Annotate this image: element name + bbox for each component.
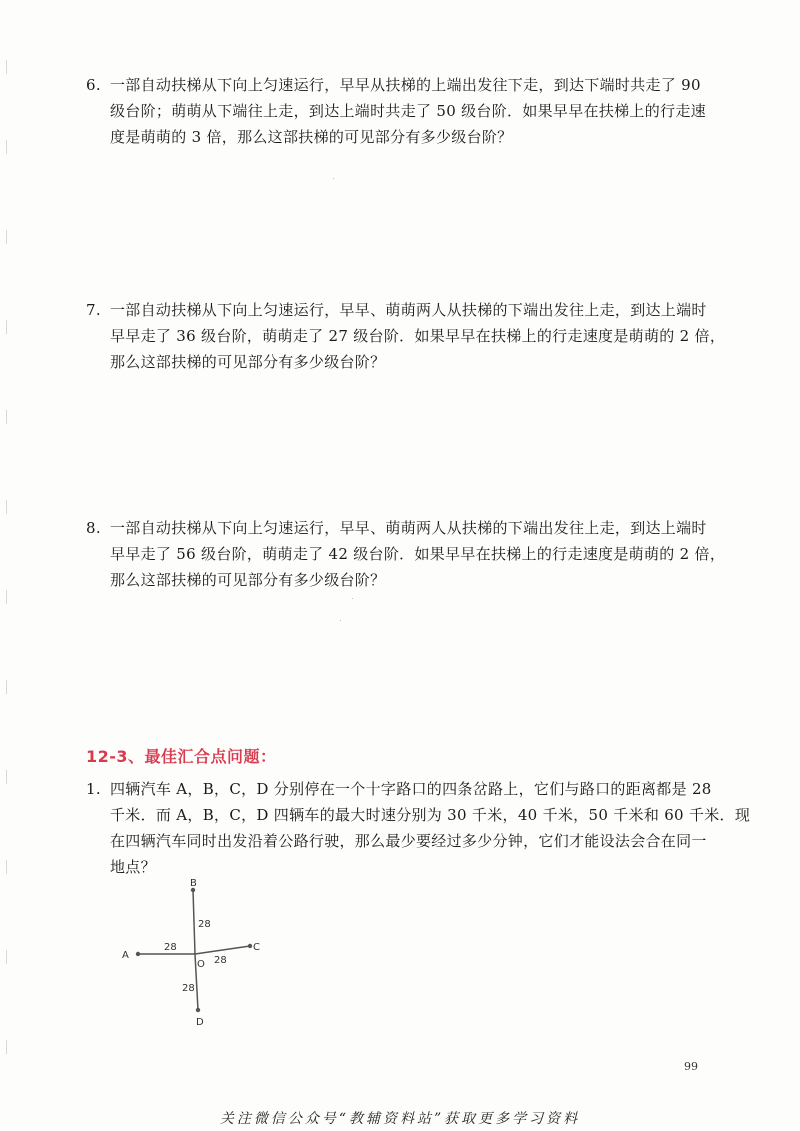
label-d: D [196,1017,204,1028]
problem-7 [86,297,726,375]
problem-text: 一部自动扶梯从下向上匀速运行，早早从扶梯的上端出发往下走，到达下端时共走了 90 [110,76,701,94]
point-a-dot [136,952,140,956]
crossroad-diagram [110,870,280,1030]
point-c-dot [248,944,252,948]
left-scan-edge [4,0,14,1131]
problem-line: 在四辆汽车同时出发沿着公路行驶，那么最少要经过多少分钟，它们才能设法会合在同一 [110,832,707,850]
distance-od: 28 [182,983,195,994]
distance-oc: 28 [214,955,227,966]
section-title: 12-3、最佳汇合点问题： [86,747,277,766]
road-ob [193,890,195,954]
footer-notice: 关注微信公众号“教辅资料站”获取更多学习资料 [219,1111,581,1127]
problem-8 [86,515,726,593]
problem-text: 一部自动扶梯从下向上匀速运行，早早、萌萌两人从扶梯的下端出发往上走，到达上端时 [110,519,707,537]
scan-speck [333,178,334,179]
problem-number: 8. [86,519,101,537]
problem-number: 6. [86,76,101,94]
problem-line [86,776,716,802]
problem-text: 一部自动扶梯从下向上匀速运行，早早、萌萌两人从扶梯的下端出发往上走，到达上端时 [110,301,707,319]
label-c: C [253,942,260,953]
road-oc [195,946,250,954]
problem-line: 那么这部扶梯的可见部分有多少级台阶？ [110,353,386,371]
problem-line: 级台阶；萌萌从下端往上走，到达上端时共走了 50 级台阶．如果早早在扶梯上的行走速 [110,102,706,120]
problem-line [86,297,716,323]
problem-line: 地点？ [110,858,156,876]
problem-line: 度是萌萌的 3 倍，那么这部扶梯的可见部分有多少级台阶？ [110,128,513,146]
problem-number: 1. [86,780,101,798]
page-number: 99 [684,1060,698,1073]
problem-line [86,515,716,541]
problem-line [86,72,716,98]
distance-oa: 28 [164,942,177,953]
problem-line: 早早走了 56 级台阶，萌萌走了 42 级台阶．如果早早在扶梯上的行走速度是萌萌的 2 倍， [110,545,726,563]
problem-line: 千米．而 A，B，C，D 四辆车的最大时速分别为 30 千米，40 千米，50 千米和 60 千米．现 [110,806,751,824]
scan-speck [352,598,353,599]
label-b: B [190,878,197,889]
label-o: O [197,959,205,970]
point-d-dot [196,1008,200,1012]
section-problem-1 [86,776,751,880]
problem-number: 7. [86,301,101,319]
distance-ob: 28 [198,919,211,930]
problem-6 [86,72,716,150]
problem-line: 早早走了 36 级台阶，萌萌走了 27 级台阶．如果早早在扶梯上的行走速度是萌萌的 2 倍， [110,327,726,345]
label-a: A [122,950,129,961]
problem-line: 那么这部扶梯的可见部分有多少级台阶？ [110,571,386,589]
scan-speck [340,620,341,621]
problem-text: 四辆汽车 A，B，C，D 分别停在一个十字路口的四条岔路上，它们与路口的距离都是 28 [110,780,712,798]
